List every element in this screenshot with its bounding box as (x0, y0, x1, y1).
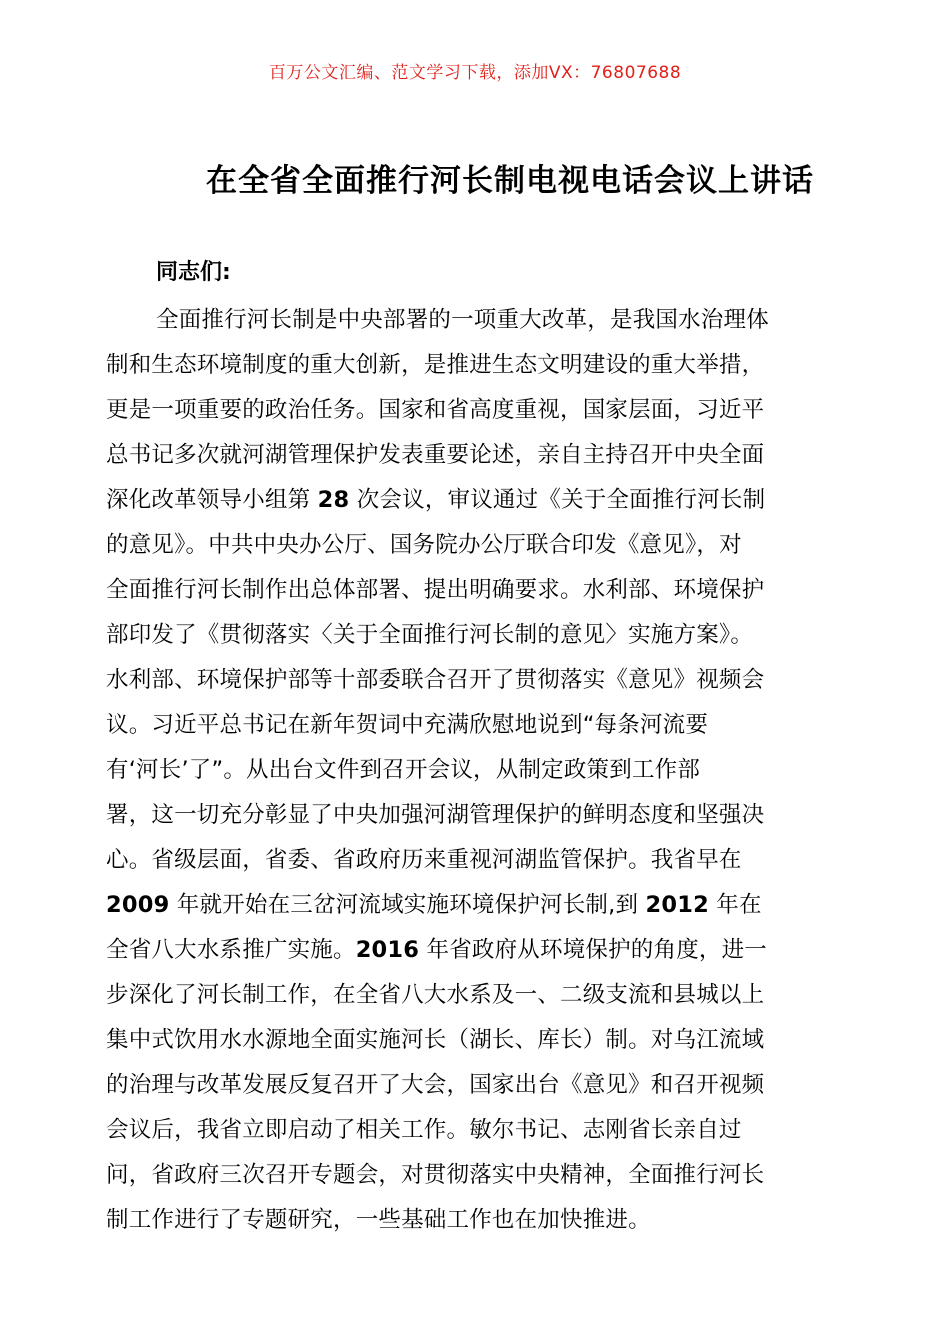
body-line: 集中式饮用水水源地全面实施河长（湖长、库长）制。对乌江流域 (106, 1027, 765, 1053)
body-line: 深化改革领导小组第 28 次会议，审议通过《关于全面推行河长制 (106, 487, 766, 513)
body-line: 2009 年就开始在三岔河流域实施环境保护河长制,到 2012 年在 (106, 892, 762, 918)
header-watermark: 百万公文汇编、范文学习下载，添加VX：76807688 (268, 63, 682, 83)
body-number: 2016 (355, 937, 420, 963)
body-line: 的治理与改革发展反复召开了大会，国家出台《意见》和召开视频 (106, 1072, 765, 1098)
body-line: 总书记多次就河湖管理保护发表重要论述，亲自主持召开中央全面 (106, 442, 765, 468)
body-line: 的意见》。中共中央办公厅、国务院办公厅联合印发《意见》，对 (106, 532, 742, 558)
body-line: 全面推行河长制是中央部署的一项重大改革，是我国水治理体 (156, 307, 769, 333)
body-line: 全省八大水系推广实施。2016 年省政府从环境保护的角度，进一 (106, 937, 767, 963)
body-line: 制工作进行了专题研究，一些基础工作也在加快推进。 (106, 1207, 651, 1233)
body-number: 28 (317, 487, 350, 513)
body-number: 2012 (645, 892, 709, 918)
document-body (106, 298, 848, 1243)
body-line: 全面推行河长制作出总体部署、提出明确要求。水利部、环境保护 (106, 577, 765, 603)
body-line: 问，省政府三次召开专题会，对贯彻落实中央精神，全面推行河长 (106, 1162, 765, 1188)
body-line: 署，这一切充分彰显了中央加强河湖管理保护的鲜明态度和坚强决 (106, 802, 765, 828)
body-number: 2009 (106, 892, 170, 918)
body-line: 部印发了《贯彻落实〈关于全面推行河长制的意见〉实施方案》。 (106, 622, 754, 648)
body-line: 心。省级层面，省委、省政府历来重视河湖监管保护。我省早在 (106, 847, 742, 873)
salutation: 同志们: (156, 260, 231, 285)
body-line: 制和生态环境制度的重大创新，是推进生态文明建设的重大举措， (106, 352, 765, 378)
document-title: 在全省全面推行河长制电视电话会议上讲话 (206, 163, 814, 199)
body-line: 有‘河长’了”。从出台文件到召开会议，从制定政策到工作部 (106, 757, 701, 783)
body-line: 更是一项重要的政治任务。国家和省高度重视，国家层面，习近平 (106, 397, 765, 423)
body-line: 水利部、环境保护部等十部委联合召开了贯彻落实《意见》视频会 (106, 667, 765, 693)
body-line: 步深化了河长制工作，在全省八大水系及一、二级支流和县城以上 (106, 982, 765, 1008)
body-line: 议。习近平总书记在新年贺词中充满欣慰地说到“每条河流要 (106, 712, 709, 738)
body-line: 会议后，我省立即启动了相关工作。敏尔书记、志刚省长亲自过 (106, 1117, 742, 1143)
